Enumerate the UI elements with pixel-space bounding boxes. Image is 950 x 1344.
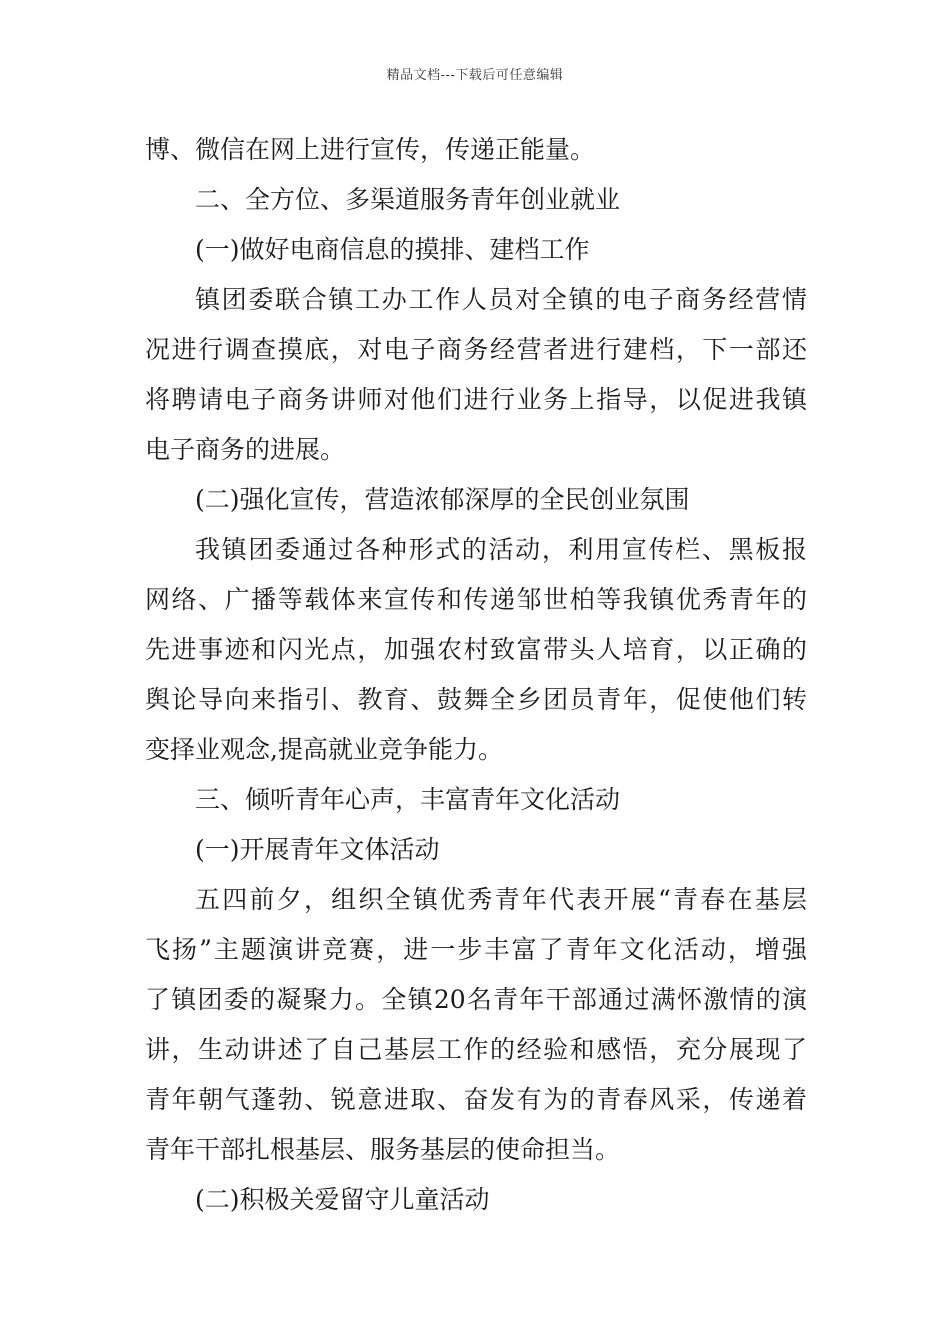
paragraph-line: 我镇团委通过各种形式的活动，利用宣传栏、黑板报 [195, 535, 807, 564]
paragraph-line: 将聘请电子商务讲师对他们进行业务上指导，以促进我镇 [145, 385, 807, 414]
subsection-heading: (二)强化宣传，营造浓郁深厚的全民创业氛围 [195, 485, 690, 514]
paragraph-line: 先进事迹和闪光点，加强农村致富带头人培育，以正确的 [145, 635, 807, 664]
paragraph-line: 青年干部扎根基层、服务基层的使命担当。 [145, 1135, 621, 1164]
paragraph-line: 网络、广播等载体来宣传和传递邹世柏等我镇优秀青年的 [145, 585, 807, 614]
subsection-heading: (二)积极关爱留守儿童活动 [195, 1185, 490, 1214]
page-header: 精品文档---下载后可任意编辑 [386, 68, 564, 83]
paragraph-line: 飞扬”主题演讲竞赛，进一步丰富了青年文化活动，增强 [145, 935, 807, 964]
paragraph-line: 变择业观念,提高就业竞争能力。 [145, 735, 503, 764]
paragraph-line: 电子商务的进展。 [145, 435, 346, 464]
paragraph-line: 况进行调查摸底，对电子商务经营者进行建档，下一部还 [145, 335, 807, 364]
paragraph-line: 五四前夕，组织全镇优秀青年代表开展“青春在基层 [195, 885, 807, 914]
section-heading: 三、倾听青年心声，丰富青年文化活动 [195, 785, 621, 814]
paragraph-line: 讲，生动讲述了自己基层工作的经验和感悟，充分展现了 [145, 1035, 807, 1064]
paragraph-line: 了镇团委的凝聚力。全镇20名青年干部通过满怀激情的演 [145, 985, 807, 1014]
section-heading: 二、全方位、多渠道服务青年创业就业 [195, 185, 621, 214]
paragraph-line: 舆论导向来指引、教育、鼓舞全乡团员青年，促使他们转 [145, 685, 807, 714]
paragraph-line: 青年朝气蓬勃、锐意进取、奋发有为的青春风采，传递着 [145, 1085, 807, 1114]
subsection-heading: (一)做好电商信息的摸排、建档工作 [195, 235, 590, 264]
paragraph-line: 镇团委联合镇工办工作人员对全镇的电子商务经营情 [195, 285, 807, 314]
paragraph-line: 博、微信在网上进行宣传，传递正能量。 [145, 135, 596, 164]
subsection-heading: (一)开展青年文体活动 [195, 835, 440, 864]
document-body [145, 125, 807, 1225]
